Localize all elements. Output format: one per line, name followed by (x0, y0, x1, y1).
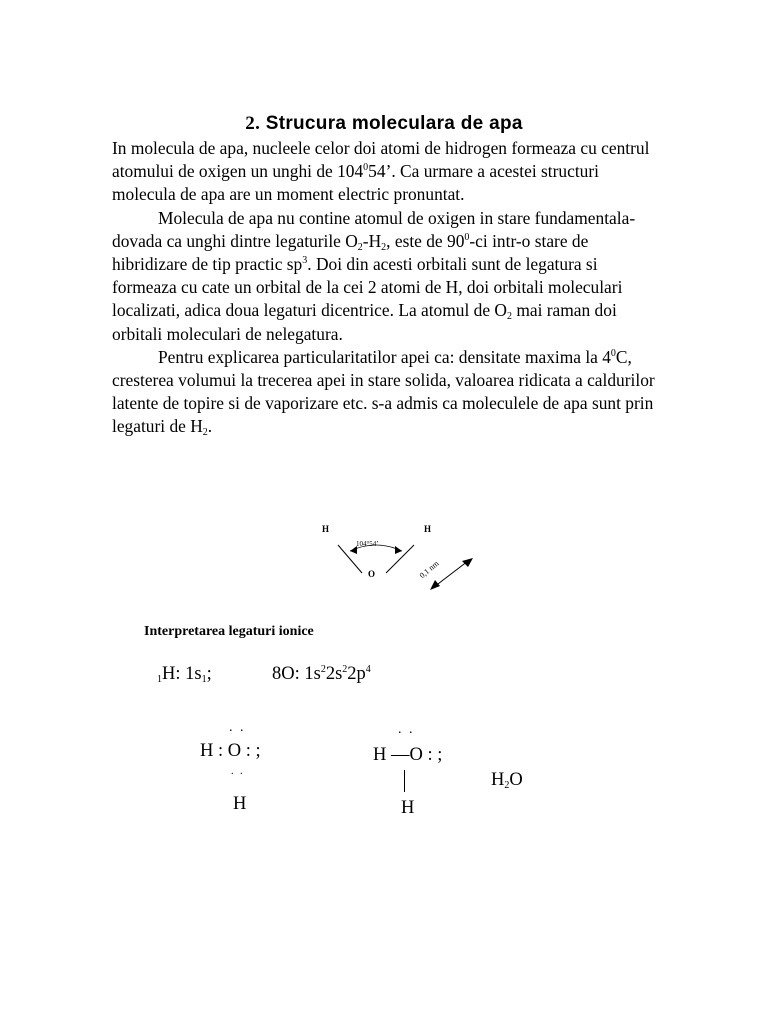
distance-arrow-bottom (430, 580, 440, 590)
distance-value: 0,1 nm (417, 558, 441, 581)
lewis1-dots-top: . . (229, 720, 246, 735)
lewis1-dots-bottom: . . (231, 766, 245, 777)
lewis2-dots-top: . . (398, 722, 415, 737)
molecule-geometry-svg (310, 515, 490, 595)
water-molecule-diagram (310, 515, 490, 595)
lewis1-formula: H : O : ; (200, 741, 261, 761)
p3-text-1: Pentru explicarea particularitatilor apei ca: densitate maxima la 4 (158, 346, 611, 367)
p2-text-6: mai raman doi orbitali moleculari de nelegatura. (112, 300, 617, 344)
water-formula-o: O (509, 770, 523, 790)
p2-sub-1: 2 (357, 241, 363, 253)
paragraph-1 (112, 137, 657, 207)
h-config-main: H: 1s (162, 664, 202, 684)
section-title-text: Strucura moleculara de apa (265, 113, 523, 134)
p2-text-1: Molecula de apa nu contine atomul de oxigen in stare fundamentala-dovada ca unghi dintre legaturile O (112, 207, 636, 251)
o-config-mid-1: 2s (325, 664, 343, 684)
bond-right-line (386, 545, 414, 573)
o-config-sup-2: 2 (342, 664, 348, 675)
p2-sup-1: 0 (464, 231, 470, 243)
p2-sub-2: 2 (381, 241, 387, 253)
label-o: O (368, 569, 376, 579)
bond-left-line (338, 545, 362, 573)
distance-arrow-top (462, 558, 473, 567)
h-config-end: ; (206, 664, 212, 684)
water-formula-h: H (491, 770, 505, 790)
label-h-left: H (322, 524, 330, 534)
p2-text-3: , este de 90 (386, 230, 465, 251)
p2-text-2: -H (362, 230, 382, 251)
section-number: 2. (245, 113, 261, 134)
h-config-prefix: 1 (157, 674, 162, 685)
hydrogen-config (157, 664, 212, 685)
p2-text-4: -ci intr-o stare de hibridizare de tip practic sp (112, 230, 589, 275)
water-formula (491, 770, 523, 791)
paragraph-2 (112, 207, 657, 346)
oxygen-config (272, 664, 371, 685)
subheading: Interpretarea legaturi ionice (144, 624, 314, 639)
p3-sub-1: 2 (202, 427, 208, 439)
body-text (112, 137, 657, 439)
paragraph-3 (112, 346, 657, 439)
p2-text-5: . Doi din acesti orbitali sunt de legatura si formeaza cu cate un orbital de la cei 2 atomi de H, doi orbitali moleculari localizati, adica doua legaturi dicentrice. La atomul de O (112, 254, 623, 321)
water-formula-sub: 2 (504, 780, 510, 791)
lewis1-h-below: H (233, 794, 247, 814)
o-config-sup-1: 2 (320, 664, 326, 675)
p1-text-1: In molecula de apa, nucleele celor doi atomi de hidrogen formeaza cu centrul atomului de oxigen un unghi de 104 (112, 138, 650, 182)
lewis2-h-below: H (401, 798, 415, 818)
angle-arrow-right (395, 546, 402, 554)
o-config-mid-2: 2p (347, 664, 366, 684)
p3-text-2: C, cresterea volumui la trecerea apei in stare solida, valoarea ridicata a caldurilor latente de topire si de vaporizare etc. s-a admis ca moleculele de apa sunt prin legaturi de H (112, 346, 655, 437)
p1-text-2: 54’. Ca urmare a acestei structuri molecula de apa are un moment electric pronuntat. (112, 161, 599, 205)
p3-text-3: . (207, 416, 213, 437)
section-title (0, 113, 768, 135)
lewis2-formula: H —O : ; (373, 745, 443, 765)
p1-sup-1: 0 (363, 162, 369, 174)
p2-sub-3: 2 (506, 311, 512, 323)
p3-sup-1: 0 (610, 347, 616, 359)
label-h-right: H (424, 524, 432, 534)
o-config-sup-3: 4 (365, 664, 371, 675)
o-config-main: 8O: 1s (272, 664, 321, 684)
lewis2-vertical-bond (404, 770, 405, 792)
p2-sup-2: 3 (302, 255, 308, 267)
h-config-sub: 1 (201, 674, 207, 685)
angle-value: 104°54’ (356, 540, 379, 548)
